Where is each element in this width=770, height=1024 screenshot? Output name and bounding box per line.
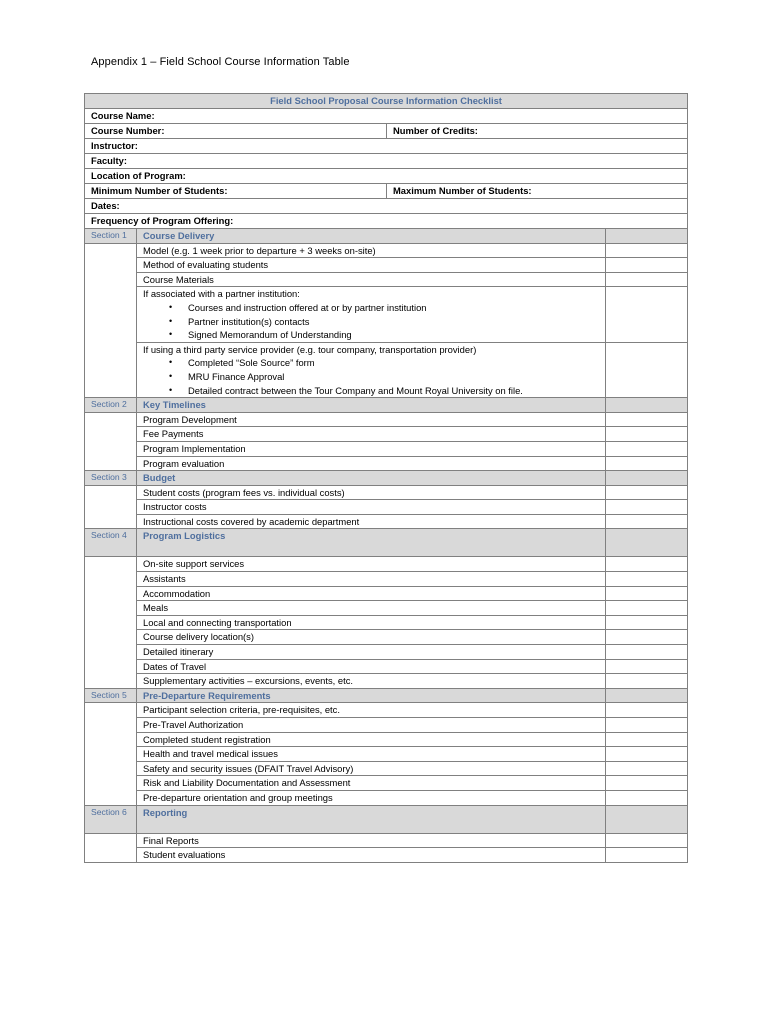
- checklist-checkbox-cell[interactable]: [606, 761, 688, 776]
- section-checkbox-cell[interactable]: [606, 805, 688, 833]
- section-heading: Reporting: [137, 805, 606, 833]
- section-checkbox-cell[interactable]: [606, 229, 688, 244]
- instructor-label: Instructor:: [85, 139, 688, 154]
- dates-label: Dates:: [85, 199, 688, 214]
- section-label-spacer: [85, 833, 137, 862]
- checklist-item: Model (e.g. 1 week prior to departure + 3 weeks on-site): [137, 243, 606, 258]
- section-item-row: [85, 790, 688, 805]
- section-item-row: [85, 572, 688, 587]
- bullet-icon: •: [169, 357, 173, 368]
- course-number-label: Course Number:: [85, 124, 387, 139]
- course-name-label: Course Name:: [85, 109, 688, 124]
- bullet-icon: •: [169, 315, 173, 326]
- checklist-item: Participant selection criteria, pre-requisites, etc.: [137, 703, 606, 718]
- checklist-item: Meals: [137, 601, 606, 616]
- section-group-row: [85, 342, 688, 397]
- section-heading: Course Delivery: [137, 229, 606, 244]
- checklist-checkbox-cell[interactable]: [606, 412, 688, 427]
- min-students-label: Minimum Number of Students:: [85, 184, 387, 199]
- instructor-row: [85, 139, 688, 154]
- section-heading-row: [85, 229, 688, 244]
- section-item-row: [85, 441, 688, 456]
- checklist-item: Program Development: [137, 412, 606, 427]
- checklist-checkbox-cell[interactable]: [606, 456, 688, 471]
- section-item-row: [85, 732, 688, 747]
- section-checkbox-cell[interactable]: [606, 398, 688, 413]
- bullet-item: [143, 315, 605, 329]
- checklist-item: Fee Payments: [137, 427, 606, 442]
- bullet-text: Courses and instruction offered at or by partner institution: [188, 301, 427, 313]
- section-heading-row: [85, 471, 688, 486]
- checklist-group-title: If associated with a partner institution:: [143, 288, 300, 300]
- course-name-row: [85, 109, 688, 124]
- checklist-checkbox-cell[interactable]: [606, 833, 688, 848]
- checklist-item: Health and travel medical issues: [137, 747, 606, 762]
- section-item-row: [85, 258, 688, 273]
- checklist-checkbox-cell[interactable]: [606, 601, 688, 616]
- bullet-icon: •: [169, 301, 173, 312]
- bullet-icon: •: [169, 384, 173, 395]
- section-label-spacer: [85, 243, 137, 398]
- section-item-row: [85, 485, 688, 500]
- checklist-checkbox-cell[interactable]: [606, 586, 688, 601]
- section-item-row: [85, 427, 688, 442]
- section-heading-row: [85, 805, 688, 833]
- section-item-row: [85, 500, 688, 515]
- section-item-row: [85, 456, 688, 471]
- checklist-checkbox-cell[interactable]: [606, 557, 688, 572]
- checklist-checkbox-cell[interactable]: [606, 485, 688, 500]
- bullet-icon: •: [169, 370, 173, 381]
- section-item-row: [85, 586, 688, 601]
- checklist-checkbox-cell[interactable]: [606, 272, 688, 287]
- bullet-item: [143, 384, 605, 398]
- section-item-row: [85, 243, 688, 258]
- course-information-table: [84, 93, 688, 863]
- checklist-checkbox-cell[interactable]: [606, 630, 688, 645]
- section-label: Section 1: [85, 229, 137, 244]
- checklist-item: Assistants: [137, 572, 606, 587]
- checklist-item: Detailed itinerary: [137, 645, 606, 660]
- checklist-item: Final Reports: [137, 833, 606, 848]
- checklist-item: Local and connecting transportation: [137, 615, 606, 630]
- section-label-spacer: [85, 557, 137, 688]
- checklist-item: Dates of Travel: [137, 659, 606, 674]
- checklist-checkbox-cell[interactable]: [606, 848, 688, 863]
- checklist-checkbox-cell[interactable]: [606, 790, 688, 805]
- section-label: Section 6: [85, 805, 137, 833]
- section-checkbox-cell[interactable]: [606, 471, 688, 486]
- checklist-checkbox-cell[interactable]: [606, 674, 688, 689]
- bullet-text: Partner institution(s) contacts: [188, 315, 310, 327]
- checklist-item: Program evaluation: [137, 456, 606, 471]
- section-item-row: [85, 601, 688, 616]
- student-count-row: [85, 184, 688, 199]
- section-item-row: [85, 645, 688, 660]
- checklist-item: Course delivery location(s): [137, 630, 606, 645]
- section-label-spacer: [85, 703, 137, 805]
- checklist-item: Course Materials: [137, 272, 606, 287]
- checklist-checkbox-cell[interactable]: [606, 747, 688, 762]
- checklist-item: Pre-departure orientation and group meetings: [137, 790, 606, 805]
- checklist-item: Instructional costs covered by academic department: [137, 514, 606, 529]
- section-item-row: [85, 412, 688, 427]
- bullet-icon: •: [169, 329, 173, 340]
- checklist-item: Accommodation: [137, 586, 606, 601]
- checklist-checkbox-cell[interactable]: [606, 572, 688, 587]
- location-label: Location of Program:: [85, 169, 688, 184]
- section-heading: Pre-Departure Requirements: [137, 688, 606, 703]
- section-heading-row: [85, 688, 688, 703]
- bullet-item: [143, 328, 605, 342]
- checklist-item: Student evaluations: [137, 848, 606, 863]
- checklist-item: Completed student registration: [137, 732, 606, 747]
- section-heading-row: [85, 529, 688, 557]
- section-label: Section 2: [85, 398, 137, 413]
- section-label: Section 3: [85, 471, 137, 486]
- checklist-checkbox-cell[interactable]: [606, 287, 688, 342]
- checklist-checkbox-cell[interactable]: [606, 645, 688, 660]
- section-group-row: [85, 287, 688, 342]
- section-item-row: [85, 674, 688, 689]
- checklist-item: Safety and security issues (DFAIT Travel Advisory): [137, 761, 606, 776]
- section-item-row: [85, 848, 688, 863]
- section-item-row: [85, 718, 688, 733]
- section-item-row: [85, 747, 688, 762]
- checklist-item: Program Implementation: [137, 441, 606, 456]
- bullet-text: Signed Memorandum of Understanding: [188, 329, 352, 341]
- checklist-checkbox-cell[interactable]: [606, 718, 688, 733]
- checklist-item: Instructor costs: [137, 500, 606, 515]
- bullet-text: MRU Finance Approval: [188, 370, 285, 382]
- bullet-item: [143, 301, 605, 315]
- section-item-row: [85, 272, 688, 287]
- checklist-group: [137, 287, 606, 342]
- checklist-checkbox-cell[interactable]: [606, 732, 688, 747]
- section-heading-row: [85, 398, 688, 413]
- section-label: Section 4: [85, 529, 137, 557]
- checklist-checkbox-cell[interactable]: [606, 514, 688, 529]
- checklist-checkbox-cell[interactable]: [606, 258, 688, 273]
- checklist-item: Method of evaluating students: [137, 258, 606, 273]
- checklist-checkbox-cell[interactable]: [606, 500, 688, 515]
- faculty-label: Faculty:: [85, 154, 688, 169]
- dates-row: [85, 199, 688, 214]
- checklist-item: Pre-Travel Authorization: [137, 718, 606, 733]
- section-checkbox-cell[interactable]: [606, 529, 688, 557]
- checklist-checkbox-cell[interactable]: [606, 615, 688, 630]
- section-label-spacer: [85, 412, 137, 470]
- section-item-row: [85, 514, 688, 529]
- checklist-checkbox-cell[interactable]: [606, 776, 688, 791]
- checklist-checkbox-cell[interactable]: [606, 441, 688, 456]
- section-item-row: [85, 833, 688, 848]
- bullet-text: Detailed contract between the Tour Company and Mount Royal University on file.: [188, 384, 523, 396]
- bullet-item: [143, 356, 605, 370]
- table-title: Field School Proposal Course Information Checklist: [85, 94, 688, 109]
- course-number-row: [85, 124, 688, 139]
- max-students-label: Maximum Number of Students:: [387, 184, 688, 199]
- checklist-item: On-site support services: [137, 557, 606, 572]
- checklist-item: Risk and Liability Documentation and Assessment: [137, 776, 606, 791]
- table-title-row: [85, 94, 688, 109]
- checklist-checkbox-cell[interactable]: [606, 659, 688, 674]
- section-heading: Key Timelines: [137, 398, 606, 413]
- checklist-checkbox-cell[interactable]: [606, 342, 688, 397]
- location-row: [85, 169, 688, 184]
- section-item-row: [85, 659, 688, 674]
- checklist-checkbox-cell[interactable]: [606, 703, 688, 718]
- section-heading: Program Logistics: [137, 529, 606, 557]
- frequency-label: Frequency of Program Offering:: [85, 214, 688, 229]
- section-item-row: [85, 776, 688, 791]
- checklist-item: Student costs (program fees vs. individual costs): [137, 485, 606, 500]
- section-label: Section 5: [85, 688, 137, 703]
- section-item-row: [85, 630, 688, 645]
- checklist-checkbox-cell[interactable]: [606, 427, 688, 442]
- checklist-checkbox-cell[interactable]: [606, 243, 688, 258]
- frequency-row: [85, 214, 688, 229]
- checklist-group-title: If using a third party service provider (e.g. tour company, transportation provider): [143, 343, 477, 355]
- section-item-row: [85, 615, 688, 630]
- number-of-credits-label: Number of Credits:: [387, 124, 688, 139]
- section-heading: Budget: [137, 471, 606, 486]
- section-label-spacer: [85, 485, 137, 529]
- faculty-row: [85, 154, 688, 169]
- bullet-text: Completed “Sole Source” form: [188, 357, 315, 369]
- checklist-item: Supplementary activities – excursions, events, etc.: [137, 674, 606, 689]
- checklist-group: [137, 342, 606, 397]
- section-checkbox-cell[interactable]: [606, 688, 688, 703]
- document-title: Appendix 1 – Field School Course Information Table: [91, 56, 350, 68]
- bullet-list: [143, 301, 605, 342]
- section-item-row: [85, 761, 688, 776]
- bullet-list: [143, 356, 605, 397]
- section-item-row: [85, 703, 688, 718]
- bullet-item: [143, 370, 605, 384]
- section-item-row: [85, 557, 688, 572]
